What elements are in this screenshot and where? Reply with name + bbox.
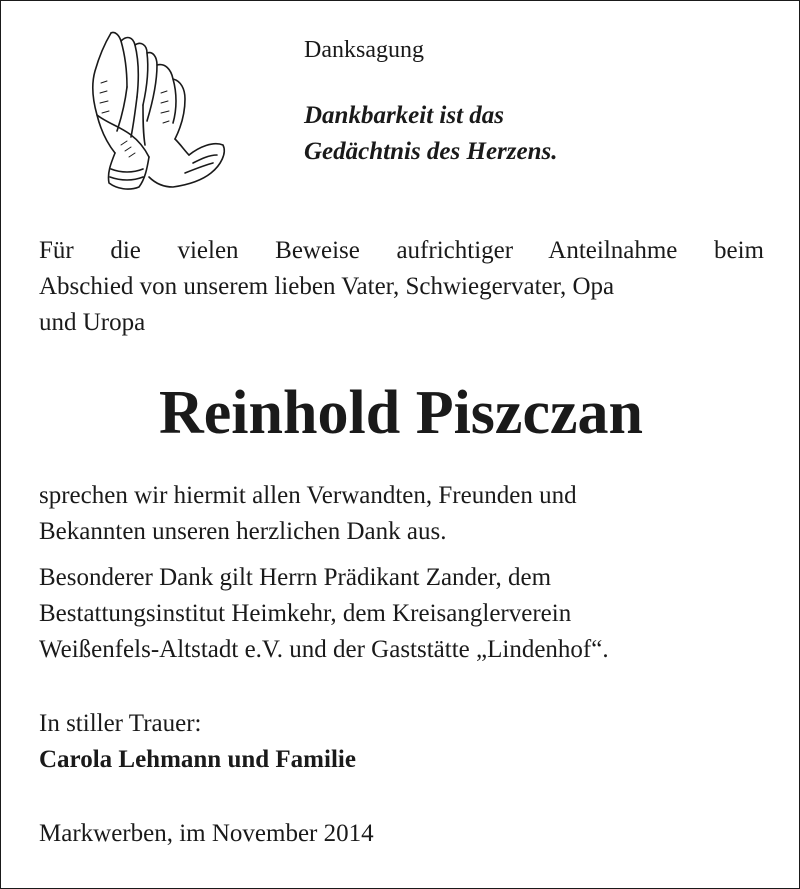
motto-line: Dankbarkeit ist das — [304, 102, 505, 129]
special-thanks-paragraph — [39, 560, 609, 668]
heading: Danksagung — [304, 37, 424, 63]
motto — [304, 98, 557, 170]
mourning-label: In stiller Trauer: — [39, 710, 202, 737]
intro-line: Abschied von unserem lieben Vater, Schwiegervater, Opa — [39, 273, 615, 300]
thanks-paragraph — [39, 478, 577, 550]
place-date-text: Markwerben, im November 2014 — [39, 820, 374, 847]
special-line: Besonderer Dank gilt Herrn Prädikant Zander, dem — [39, 564, 552, 591]
praying-hands-icon — [81, 23, 231, 201]
signature-block — [39, 706, 356, 778]
intro-paragraph — [39, 233, 764, 341]
special-line: Weißenfels-Altstadt e.V. und der Gaststätte „Lindenhof“. — [39, 636, 609, 663]
intro-line: Für die vielen Beweise aufrichtiger Anteilnahme beim — [39, 237, 764, 264]
deceased-name: Reinhold Piszczan — [159, 379, 643, 447]
special-line: Bestattungsinstitut Heimkehr, dem Kreisanglerverein — [39, 600, 572, 627]
thanks-line: sprechen wir hiermit allen Verwandten, Freunden und — [39, 482, 577, 509]
thanks-line: Bekannten unseren herzlichen Dank aus. — [39, 518, 447, 545]
motto-line: Gedächtnis des Herzens. — [304, 138, 558, 165]
mourners: Carola Lehmann und Familie — [39, 746, 356, 773]
intro-line: und Uropa — [39, 309, 146, 336]
place-date — [39, 816, 374, 852]
